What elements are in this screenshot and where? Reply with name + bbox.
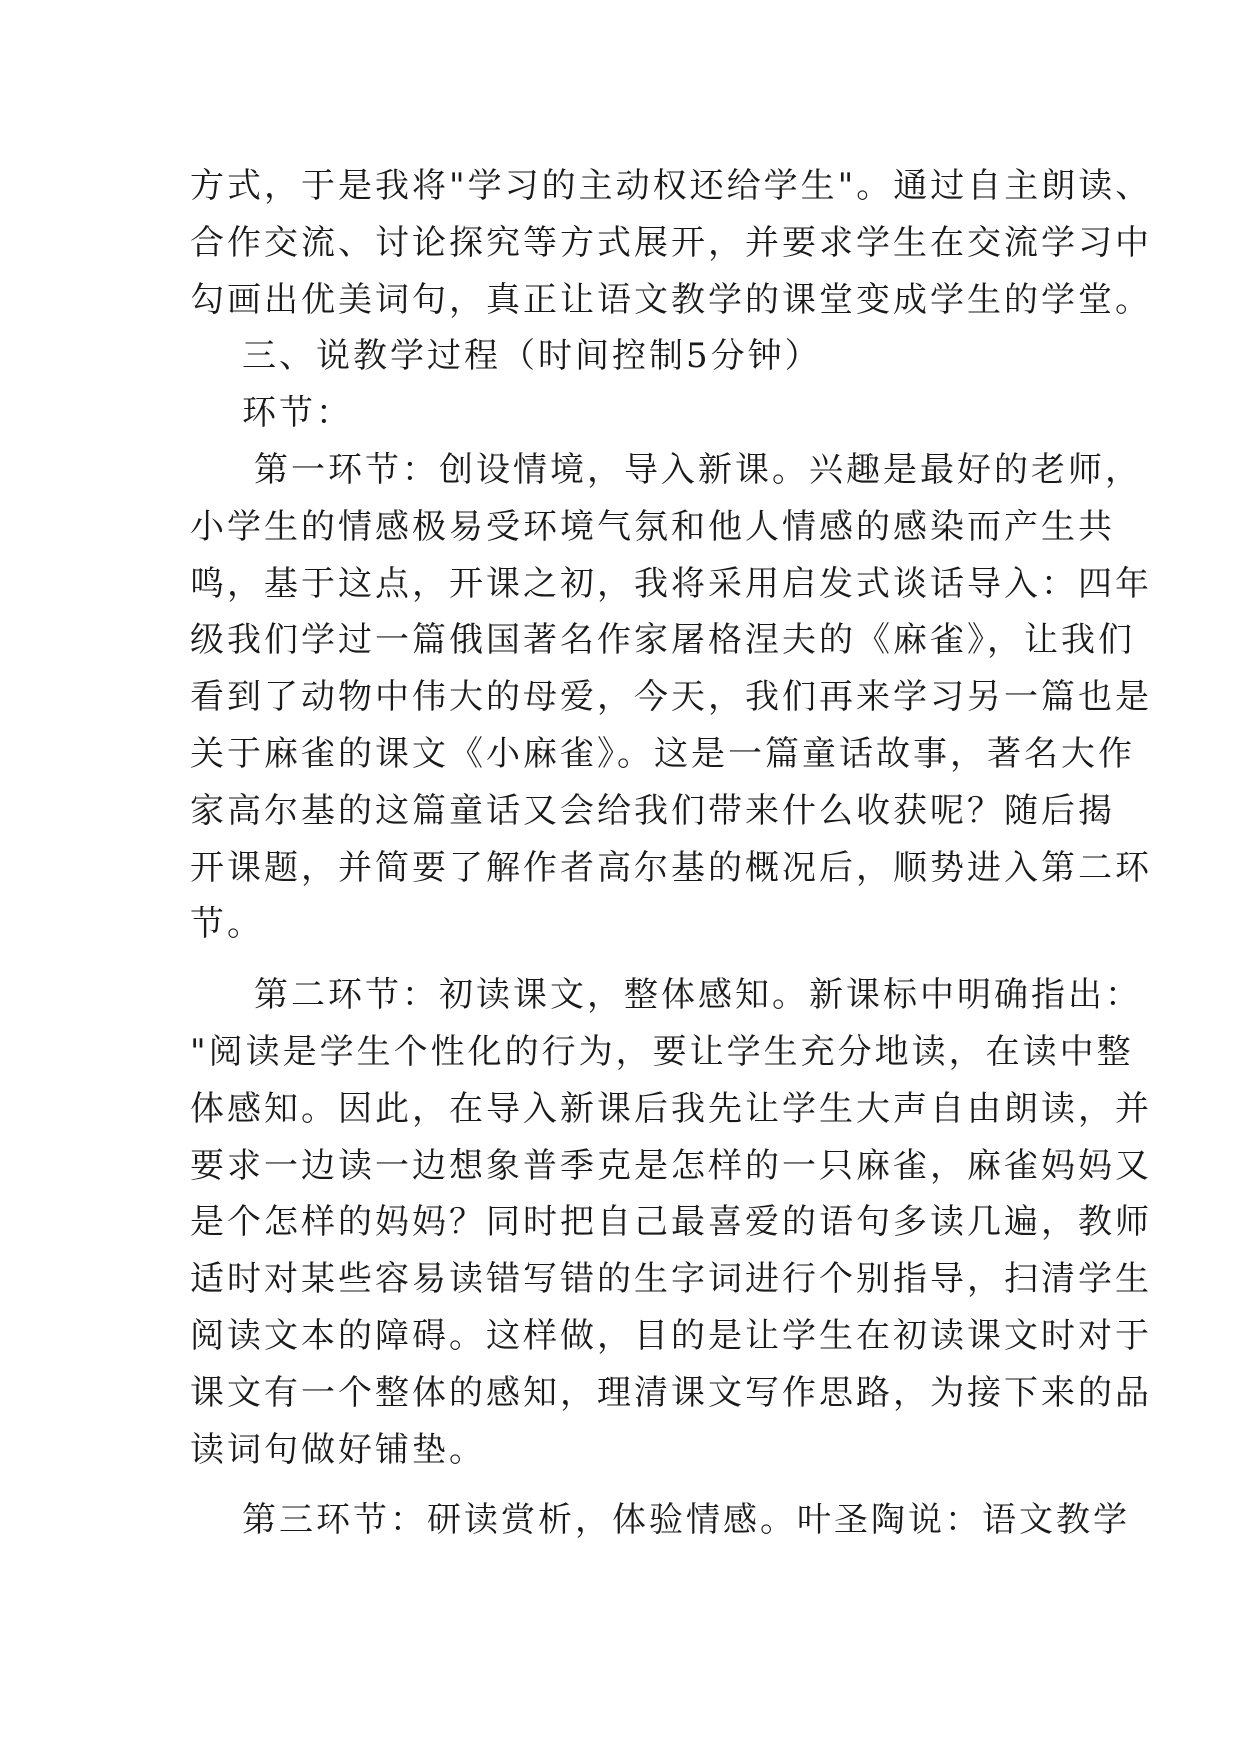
text-line: 家高尔基的这篇童话又会给我们带来什么收获呢？随后揭	[190, 790, 1115, 831]
text-line: 关于麻雀的课文《小麻雀》。这是一篇童话故事，著名大作	[190, 733, 1135, 774]
text-line: 小学生的情感极易受环境气氛和他人情感的感染而产生共	[190, 506, 1115, 547]
text-line: 读词句做好铺垫。	[190, 1429, 486, 1470]
text-line: 级我们学过一篇俄国著名作家屠格涅夫的《麻雀》，让我们	[190, 620, 1135, 661]
text-line: 体感知。因此，在导入新课后我先让学生大声自由朗读，并	[190, 1088, 1152, 1129]
text-line: 第二环节：初读课文，整体感知。新课标中明确指出：	[254, 975, 1142, 1016]
text-line: 鸣，基于这点，开课之初，我将采用启发式谈话导入：四年	[190, 563, 1152, 604]
text-line: 勾画出优美词句，真正让语文教学的课堂变成学生的学堂。	[190, 279, 1152, 320]
text-line: 课文有一个整体的感知，理清课文写作思路，为接下来的品	[190, 1372, 1152, 1413]
text-line: 阅读文本的障碍。这样做，目的是让学生在初读课文时对于	[190, 1315, 1152, 1356]
text-line: 合作交流、讨论探究等方式展开，并要求学生在交流学习中	[190, 222, 1152, 263]
body-text	[190, 158, 1153, 1549]
text-line: 是个怎样的妈妈？同时把自己最喜爱的语句多读几遍，教师	[190, 1202, 1152, 1243]
text-line: 第一环节：创设情境，导入新课。兴趣是最好的老师，	[254, 449, 1142, 490]
text-line: 方式，于是我将"学习的主动权还给学生"。通过自主朗读、	[190, 166, 1153, 206]
text-line: 要求一边读一边想象普季克是怎样的一只麻雀，麻雀妈妈又	[190, 1145, 1152, 1186]
text-line: 第三环节：研读赏析，体验情感。叶圣陶说：语文教学	[242, 1500, 1130, 1541]
subheading: 环节：	[242, 393, 353, 434]
text-line: 适时对某些容易读错写错的生字词进行个别指导，扫清学生	[190, 1259, 1152, 1300]
text-line: 开课题，并简要了解作者高尔基的概况后，顺势进入第二环	[190, 847, 1152, 888]
text-line: "阅读是学生个性化的行为，要让学生充分地读，在读中整	[190, 1031, 1134, 1072]
text-line: 节。	[190, 904, 264, 945]
text-line: 看到了动物中伟大的母爱，今天，我们再来学习另一篇也是	[190, 677, 1152, 718]
section-heading: 三、说教学过程（时间控制5分钟）	[242, 336, 822, 377]
